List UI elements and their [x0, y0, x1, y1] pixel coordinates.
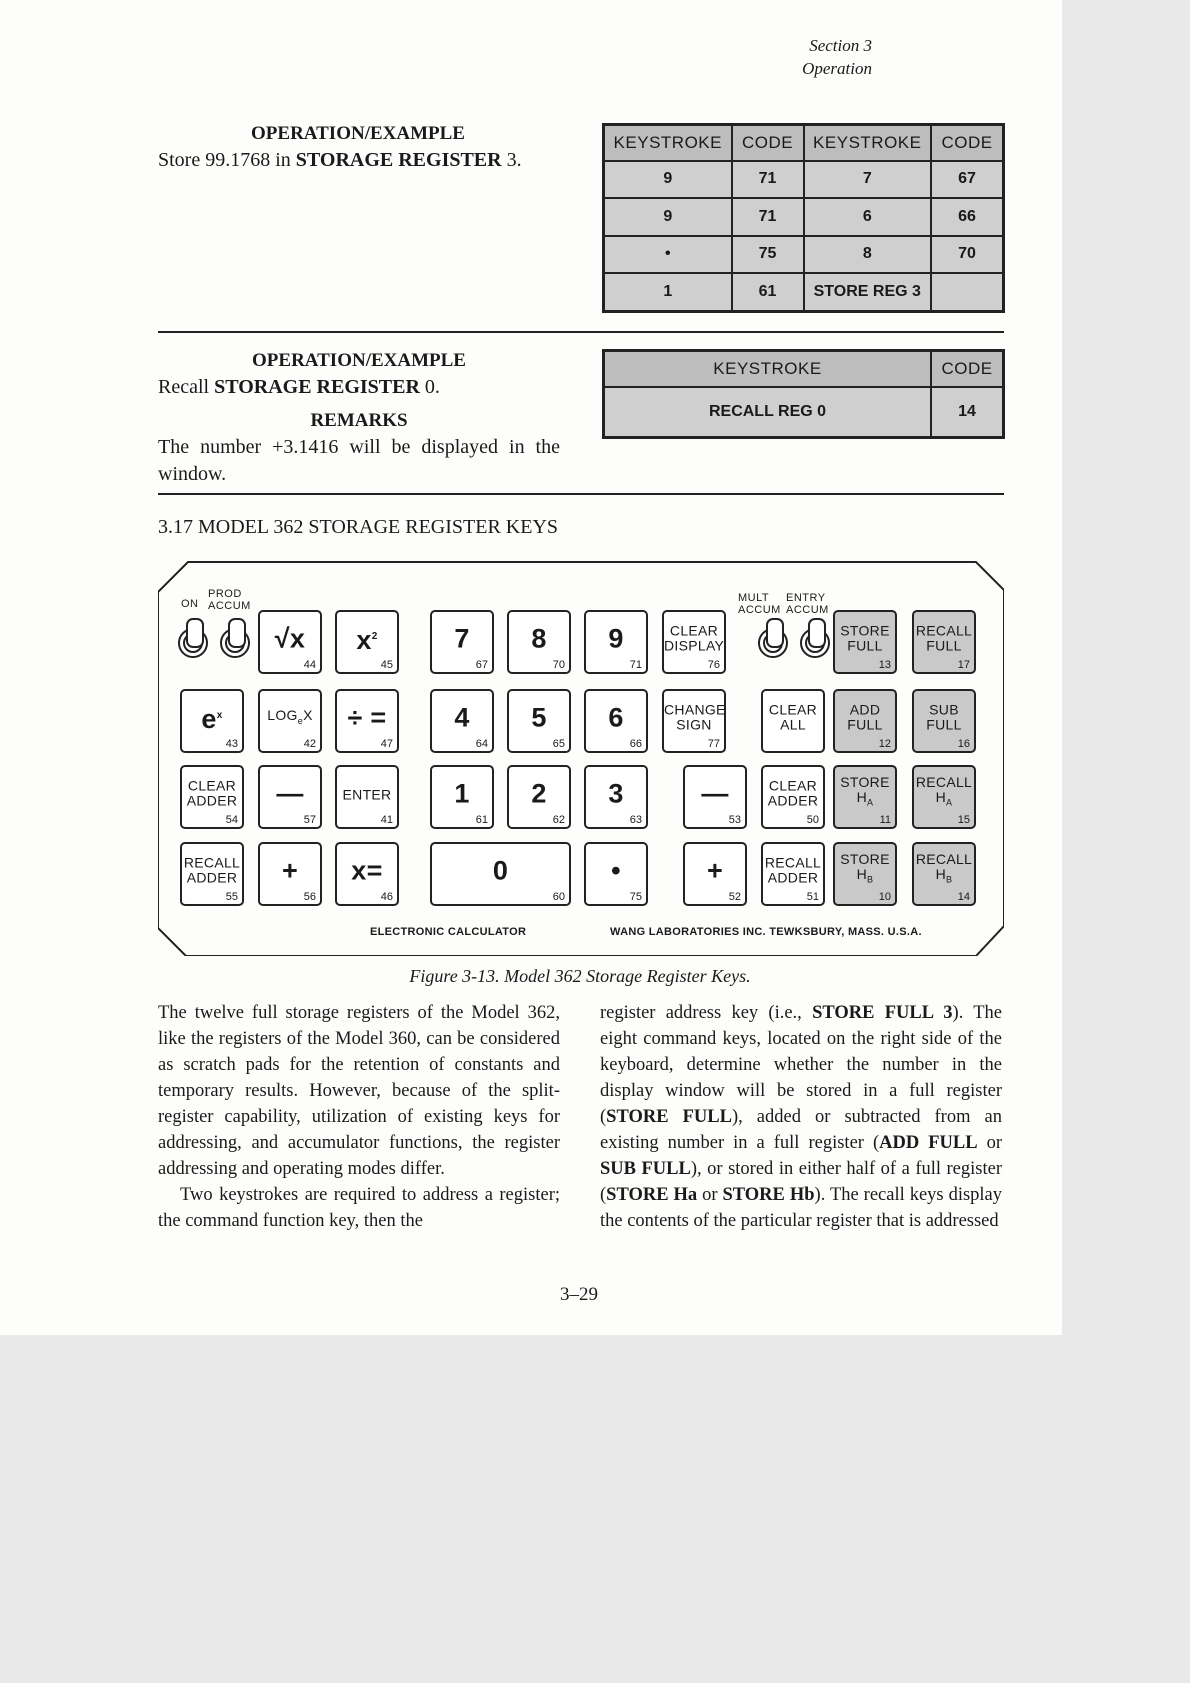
key-label [260, 857, 320, 885]
key-text: LOG [267, 707, 298, 724]
example-2-text [158, 374, 560, 401]
key-9[interactable] [584, 610, 648, 674]
paragraph [158, 1182, 560, 1234]
key-6[interactable] [584, 689, 648, 753]
section-title: Operation [802, 59, 872, 78]
bold-text: STORE Ha [606, 1185, 698, 1205]
key-text: ÷ = [347, 702, 387, 733]
key-code: 53 [728, 814, 741, 826]
key-label [260, 625, 320, 653]
column-header: KEYSTROKE [604, 351, 932, 387]
key-plus-left[interactable] [258, 842, 322, 906]
key-label [182, 855, 242, 885]
key-code: 11 [879, 814, 891, 826]
key-subscript: A [867, 797, 874, 808]
key-text: STORE [840, 773, 890, 790]
key-code: 71 [629, 659, 642, 671]
key-text: 1 [454, 778, 470, 809]
calculator-keyboard-figure [158, 560, 1004, 956]
key-text: CLEAR ADDER [186, 777, 238, 809]
key-code: 64 [475, 738, 488, 750]
key-text: RECALL ADDER [183, 854, 241, 886]
key-text: • [611, 855, 621, 886]
key-code: 61 [475, 814, 488, 826]
key-sub-full[interactable] [912, 689, 976, 753]
entry-accum-switch-label [786, 592, 829, 616]
key-x-equals[interactable] [335, 842, 399, 906]
key-minus-left[interactable] [258, 765, 322, 829]
key-text: + [706, 855, 724, 886]
table-cell: 71 [732, 161, 804, 199]
key-code: 50 [806, 814, 819, 826]
key-label [914, 623, 974, 653]
key-code: 47 [380, 738, 393, 750]
key-code: 43 [225, 738, 238, 750]
key-label [432, 625, 492, 653]
key-label [432, 704, 492, 732]
text: or [697, 1185, 723, 1205]
key-label [914, 852, 974, 888]
key-code: 12 [878, 738, 891, 750]
key-recall-adder-left[interactable] [180, 842, 244, 906]
key-label [664, 623, 724, 653]
table-cell [931, 273, 1004, 312]
key-code: 15 [957, 814, 970, 826]
key-minus-right[interactable] [683, 765, 747, 829]
key-label [337, 623, 397, 654]
key-code: 13 [878, 659, 891, 671]
key-code: 56 [303, 891, 316, 903]
table-cell: 67 [931, 161, 1004, 199]
bold-text: SUB FULL [600, 1159, 691, 1179]
key-code: 70 [552, 659, 565, 671]
key-text: 6 [608, 702, 624, 733]
key-code: 45 [380, 659, 393, 671]
key-sqrt-x[interactable] [258, 610, 322, 674]
column-header: CODE [732, 125, 804, 161]
key-text: 9 [608, 623, 624, 654]
table-cell: 66 [931, 198, 1004, 236]
table-cell: RECALL REG 0 [604, 387, 932, 438]
text: or [977, 1133, 1002, 1153]
keystroke-table-2 [602, 349, 1005, 439]
table-header-row [604, 351, 1004, 387]
table-row [604, 198, 1004, 236]
key-superscript: 2 [371, 630, 378, 642]
table-cell: 70 [931, 236, 1004, 274]
key-code: 62 [552, 814, 565, 826]
section-label: Section 3 [809, 36, 872, 55]
column-header: CODE [931, 125, 1004, 161]
key-label [260, 708, 320, 729]
key-label [586, 780, 646, 808]
key-text: RECALL ADDER [764, 854, 822, 886]
key-code: 66 [629, 738, 642, 750]
body-column-left [158, 1000, 560, 1234]
key-code: 54 [225, 814, 238, 826]
text: ENTRY [786, 592, 826, 604]
text: Store 99.1768 in [158, 149, 296, 171]
key-label [432, 857, 569, 885]
key-label [586, 704, 646, 732]
mult-accum-toggle-switch[interactable] [758, 628, 788, 658]
key-code: 67 [475, 659, 488, 671]
table-cell: STORE REG 3 [804, 273, 931, 312]
key-text: ADD FULL [847, 701, 883, 733]
text: 0. [419, 376, 440, 398]
key-enter[interactable] [335, 765, 399, 829]
key-text: e [201, 703, 217, 734]
key-code: 10 [878, 891, 891, 903]
key-log-e-x[interactable] [258, 689, 322, 753]
bold-text: ADD FULL [879, 1133, 978, 1153]
key-add-full[interactable] [833, 689, 897, 753]
mult-accum-switch-label [738, 592, 781, 616]
figure-caption: Figure 3-13. Model 362 Storage Register Keys. [409, 966, 751, 986]
key-recall-adder-right[interactable] [761, 842, 825, 906]
key-store-full[interactable] [833, 610, 897, 674]
key-text: CLEAR ALL [768, 701, 818, 733]
key-store-ha[interactable] [833, 765, 897, 829]
text: Recall [158, 376, 215, 398]
key-text: RECALL [915, 850, 973, 867]
column-header: KEYSTROKE [604, 125, 732, 161]
key-label [835, 852, 895, 888]
text: ), or stored in either half of a full register ( [600, 1159, 1002, 1205]
divider [158, 493, 1004, 495]
key-e-x[interactable] [180, 689, 244, 753]
key-label [835, 623, 895, 653]
key-text: ENTER [342, 786, 392, 803]
key-code: 16 [957, 738, 970, 750]
table-cell: 61 [732, 273, 804, 312]
table-cell: 8 [804, 236, 931, 274]
key-plus-right[interactable] [683, 842, 747, 906]
key-code: 44 [303, 659, 316, 671]
key-code: 57 [303, 814, 316, 826]
keystroke-table-1 [602, 123, 1005, 313]
key-8[interactable] [507, 610, 571, 674]
key-label [337, 788, 397, 803]
key-change-sign[interactable] [662, 689, 726, 753]
key-5[interactable] [507, 689, 571, 753]
key-label [586, 625, 646, 653]
key-2[interactable] [507, 765, 571, 829]
paragraph [600, 1000, 1002, 1234]
entry-accum-toggle-switch[interactable] [800, 628, 830, 658]
divider [158, 331, 1004, 333]
key-text: + [281, 855, 299, 886]
key-label [182, 778, 242, 808]
example-1-text [158, 147, 558, 174]
footer-left: ELECTRONIC CALCULATOR [370, 926, 527, 938]
key-code: 75 [629, 891, 642, 903]
key-text: H [935, 788, 947, 805]
key-label [763, 778, 823, 808]
key-label [337, 704, 397, 732]
running-header [802, 34, 872, 80]
bold-text: STORE FULL [606, 1107, 732, 1127]
key-code: 42 [303, 738, 316, 750]
table-cell: 71 [732, 198, 804, 236]
table-cell: • [604, 236, 732, 274]
key-code: 55 [225, 891, 238, 903]
on-switch-label: ON [181, 598, 199, 610]
key-text: x= [351, 855, 383, 886]
example-1-heading: OPERATION/EXAMPLE [251, 123, 465, 144]
key-text: X [303, 707, 313, 724]
table-cell: 9 [604, 161, 732, 199]
table-cell: 9 [604, 198, 732, 236]
key-label [509, 780, 569, 808]
table-cell: 14 [931, 387, 1004, 438]
key-subscript: e [297, 715, 304, 726]
table-row [604, 387, 1004, 438]
key-text: 3 [608, 778, 624, 809]
key-label [763, 855, 823, 885]
example-1 [158, 120, 558, 174]
page-number: 3–29 [560, 1284, 598, 1305]
key-label [685, 857, 745, 885]
example-2 [158, 347, 560, 488]
key-code: 63 [629, 814, 642, 826]
column-header: KEYSTROKE [804, 125, 931, 161]
remarks-heading: REMARKS [310, 410, 408, 431]
key-label [337, 857, 397, 885]
key-subscript: A [946, 797, 953, 808]
key-label [509, 625, 569, 653]
key-clear-adder-right[interactable] [761, 765, 825, 829]
key-label [664, 702, 724, 732]
key-text: — [276, 778, 304, 809]
key-text: SUB FULL [926, 701, 962, 733]
key-text: 4 [454, 702, 470, 733]
text: ), added or subtracted from an existing number in a full register ( [600, 1107, 1002, 1153]
table-cell: 1 [604, 273, 732, 312]
key-code: 52 [728, 891, 741, 903]
key-code: 14 [957, 891, 970, 903]
key-text: 2 [531, 778, 547, 809]
key-code: 77 [707, 738, 720, 750]
key-text: 8 [531, 623, 547, 654]
key-text: 0 [492, 855, 509, 886]
text: ). The eight command keys, located on the right side of the keyboard, determine whether the number in the display window will be stored in a full register ( [600, 1003, 1002, 1127]
key-text: RECALL FULL [915, 622, 973, 654]
bold-text: STORAGE REGISTER [214, 376, 420, 398]
key-subscript: B [946, 874, 953, 885]
key-label [432, 780, 492, 808]
key-text: H [856, 788, 868, 805]
bold-text: STORE Hb [722, 1185, 815, 1205]
text: ACCUM [786, 604, 829, 616]
text: ACCUM [738, 604, 781, 616]
key-1[interactable] [430, 765, 494, 829]
key-text: — [701, 778, 729, 809]
key-clear-all[interactable] [761, 689, 825, 753]
key-recall-hb[interactable] [912, 842, 976, 906]
key-code: 51 [806, 891, 819, 903]
key-4[interactable] [430, 689, 494, 753]
key-store-hb[interactable] [833, 842, 897, 906]
column-header: CODE [931, 351, 1004, 387]
key-label [260, 780, 320, 808]
key-0[interactable] [430, 842, 571, 906]
table-header-row [604, 125, 1004, 161]
table-cell: 75 [732, 236, 804, 274]
text: 3. [501, 149, 522, 171]
on-toggle-switch[interactable] [178, 628, 208, 658]
key-text: CLEAR ADDER [767, 777, 819, 809]
key-label [509, 704, 569, 732]
key-code: 76 [707, 659, 720, 671]
key-text: 5 [531, 702, 547, 733]
table-cell: 7 [804, 161, 931, 199]
key-code: 41 [380, 814, 393, 826]
key-decimal-point[interactable] [584, 842, 648, 906]
key-x-squared[interactable] [335, 610, 399, 674]
table-row [604, 161, 1004, 199]
key-clear-adder-left[interactable] [180, 765, 244, 829]
text: Two keystrokes are required to address a register; the command function key, then the [158, 1185, 560, 1231]
footer-right: WANG LABORATORIES INC. TEWKSBURY, MASS. U.S.A. [610, 926, 922, 938]
key-recall-full[interactable] [912, 610, 976, 674]
key-text: STORE FULL [840, 622, 890, 654]
key-recall-ha[interactable] [912, 765, 976, 829]
key-text: CLEAR DISPLAY [664, 622, 725, 654]
key-text: 7 [454, 623, 470, 654]
key-text: H [935, 865, 947, 882]
bold-text: STORAGE REGISTER [295, 149, 502, 171]
key-text: x [356, 624, 372, 655]
key-3[interactable] [584, 765, 648, 829]
table-row [604, 273, 1004, 312]
key-label [835, 775, 895, 811]
prod-accum-toggle-switch[interactable] [220, 628, 250, 658]
section-heading: 3.17 MODEL 362 STORAGE REGISTER KEYS [158, 516, 559, 538]
key-label [685, 780, 745, 808]
key-code: 65 [552, 738, 565, 750]
text: register address key (i.e., [600, 1003, 813, 1023]
key-text: H [856, 865, 868, 882]
example-2-heading: OPERATION/EXAMPLE [252, 350, 466, 371]
text: The twelve full storage registers of the Model 362, like the registers of the Model 360, can be considered as scratch pads for the retention of constants and temporary results. However, because of the split-register capability, utilization of existing keys for addressing, and accumulator functions, the register addressing and operating modes differ. [158, 1003, 560, 1179]
key-label [586, 857, 646, 885]
key-text: √x [274, 623, 306, 654]
remarks-text: The number +3.1416 will be displayed in the window. [158, 436, 560, 485]
key-divide-equals[interactable] [335, 689, 399, 753]
key-label [914, 702, 974, 732]
text: ). The recall keys display the contents of the particular register that is addressed [600, 1185, 1003, 1231]
key-clear-display[interactable] [662, 610, 726, 674]
key-label [763, 702, 823, 732]
key-code: 17 [957, 659, 970, 671]
text: ACCUM [208, 600, 251, 612]
key-superscript: x [216, 709, 223, 721]
key-7[interactable] [430, 610, 494, 674]
key-code: 60 [552, 891, 565, 903]
paragraph [158, 1000, 560, 1182]
text: MULT [738, 592, 770, 604]
body-column-right [600, 1000, 1002, 1234]
key-label [835, 702, 895, 732]
key-text: CHANGE SIGN [664, 701, 726, 733]
text: PROD [208, 588, 242, 600]
key-text: STORE [840, 850, 890, 867]
table-row [604, 236, 1004, 274]
key-text: RECALL [915, 773, 973, 790]
key-label [914, 775, 974, 811]
key-label [182, 702, 242, 733]
key-code: 46 [380, 891, 393, 903]
prod-accum-switch-label [208, 588, 251, 612]
table-cell: 6 [804, 198, 931, 236]
bold-text: STORE FULL 3 [812, 1003, 953, 1023]
key-subscript: B [867, 874, 874, 885]
